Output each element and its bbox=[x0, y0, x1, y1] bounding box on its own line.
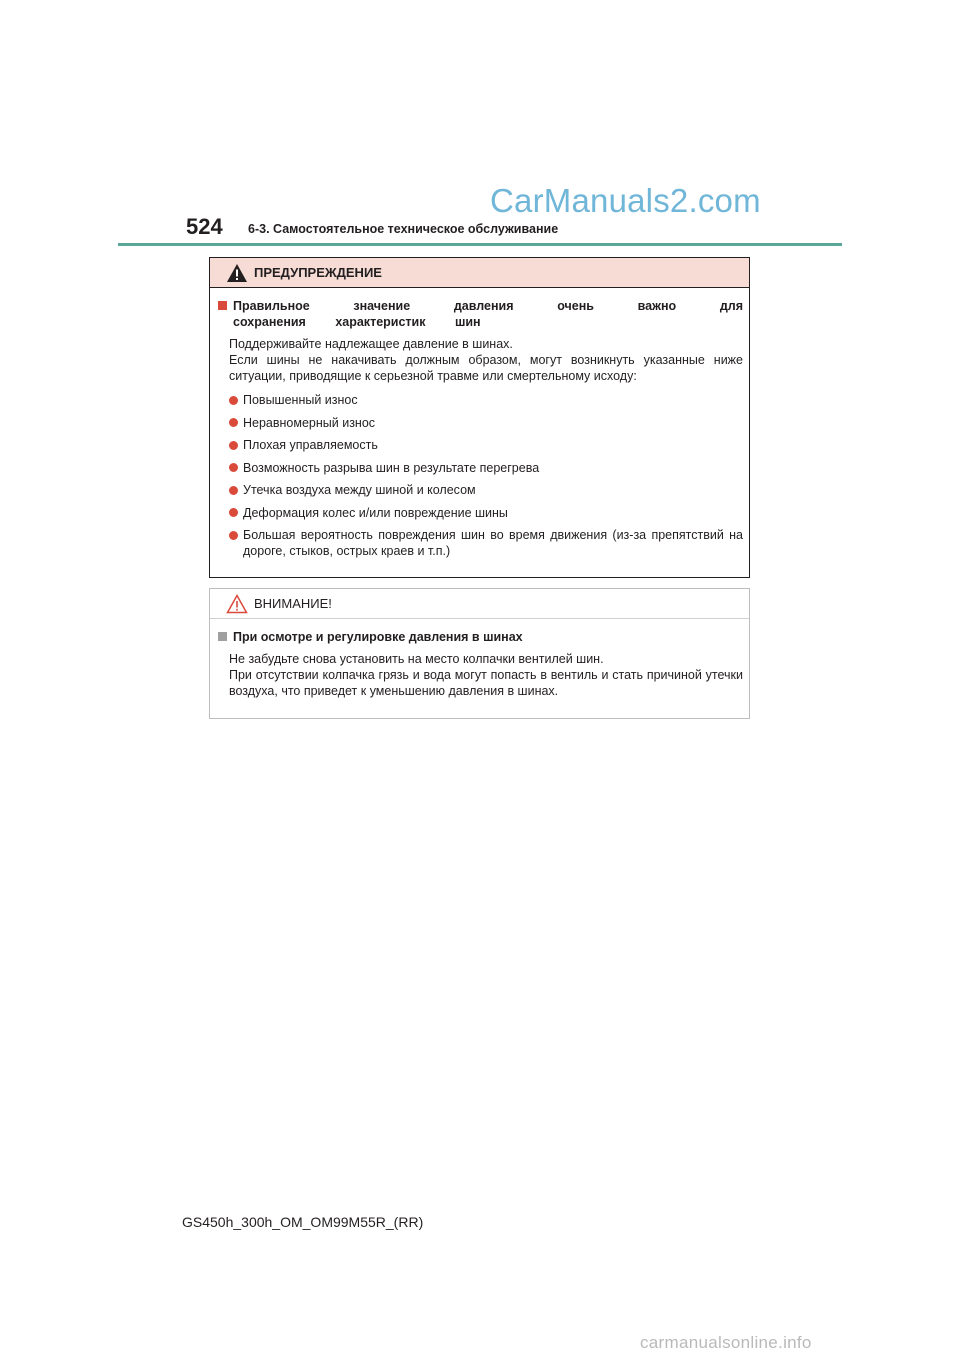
warning-body bbox=[210, 288, 749, 559]
square-bullet-icon bbox=[218, 632, 227, 641]
warning-heading: Правильное значение давления очень важно для сохранения характеристик шин bbox=[216, 298, 743, 330]
caution-triangle-icon bbox=[226, 594, 248, 614]
notice-paragraph-line: Не забудьте снова установить на место колпачки вентилей шин. bbox=[229, 652, 604, 666]
warning-bullet-list bbox=[216, 392, 743, 559]
notice-header bbox=[210, 589, 749, 619]
warning-label: ПРЕДУПРЕЖДЕНИЕ bbox=[254, 265, 382, 280]
notice-label: ВНИМАНИЕ! bbox=[254, 596, 332, 611]
document-code: GS450h_300h_OM_OM99M55R_(RR) bbox=[182, 1214, 424, 1230]
page-number: 524 bbox=[186, 214, 223, 239]
notice-paragraph-line: При отсутствии колпачка грязь и вода могут попасть в вентиль и стать причиной утечки воздуха, что приведет к уменьшению давления в шинах. bbox=[229, 668, 743, 698]
list-item: Повышенный износ bbox=[229, 392, 743, 408]
watermark-top: CarManuals2.com bbox=[490, 182, 761, 219]
warning-paragraph bbox=[216, 336, 743, 384]
warning-triangle-icon bbox=[226, 263, 248, 283]
list-item: Деформация колес и/или повреждение шины bbox=[229, 505, 743, 521]
warning-header bbox=[210, 258, 749, 288]
notice-paragraph bbox=[216, 651, 743, 699]
notice-body bbox=[210, 619, 749, 699]
list-item: Неравномерный износ bbox=[229, 415, 743, 431]
bullet-dot-icon bbox=[229, 486, 238, 495]
list-item: Утечка воздуха между шиной и колесом bbox=[229, 482, 743, 498]
notice-box bbox=[209, 588, 750, 719]
warning-paragraph-line: Поддерживайте надлежащее давление в шинах. bbox=[229, 337, 513, 351]
bullet-dot-icon bbox=[229, 396, 238, 405]
square-bullet-icon bbox=[218, 301, 227, 310]
bullet-dot-icon bbox=[229, 463, 238, 472]
bullet-dot-icon bbox=[229, 508, 238, 517]
watermark-bottom: carmanualsonline.info bbox=[640, 1333, 812, 1352]
bullet-dot-icon bbox=[229, 418, 238, 427]
notice-heading: При осмотре и регулировке давления в шинах bbox=[216, 629, 743, 645]
bullet-dot-icon bbox=[229, 531, 238, 540]
section-title: 6-3. Самостоятельное техническое обслуживание bbox=[248, 222, 559, 236]
bullet-dot-icon bbox=[229, 441, 238, 450]
warning-paragraph-line: Если шины не накачивать должным образом, могут возникнуть указанные ниже ситуации, приводящие к серьезной травме или смертельному исходу: bbox=[229, 353, 743, 383]
list-item: Плохая управляемость bbox=[229, 437, 743, 453]
header-rule bbox=[118, 243, 842, 246]
list-item: Возможность разрыва шин в результате перегрева bbox=[229, 460, 743, 476]
list-item: Большая вероятность повреждения шин во время движения (из-за препятствий на дороге, стыков, острых краев и т.п.) bbox=[229, 527, 743, 559]
warning-box bbox=[209, 257, 750, 578]
